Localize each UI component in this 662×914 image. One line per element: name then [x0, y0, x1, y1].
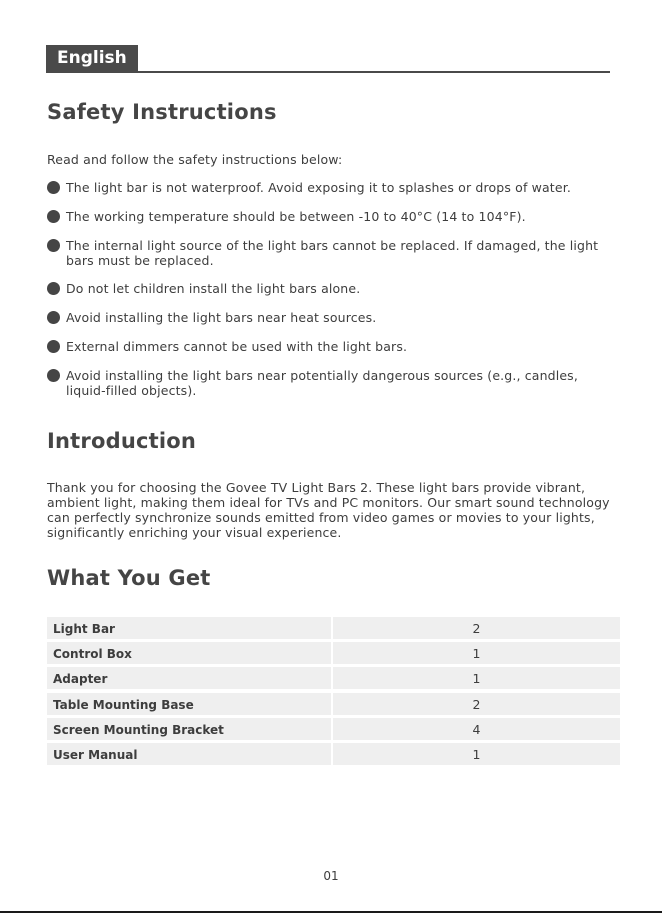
header-rule	[46, 71, 610, 73]
list-item: The working temperature should be between -10 to 40°C (14 to 104°F).	[47, 209, 617, 224]
table-row	[47, 693, 620, 715]
item-name: User Manual	[47, 743, 331, 765]
item-name: Screen Mounting Bracket	[47, 718, 331, 740]
contents-heading: What You Get	[47, 566, 211, 590]
safety-intro: Read and follow the safety instructions below:	[47, 152, 343, 167]
table-row	[47, 642, 620, 664]
item-qty: 2	[333, 617, 620, 639]
contents-table	[47, 617, 620, 768]
language-header	[46, 45, 610, 72]
list-item: The light bar is not waterproof. Avoid exposing it to splashes or drops of water.	[47, 180, 617, 195]
safety-heading: Safety Instructions	[47, 100, 277, 124]
bullet-icon	[47, 340, 60, 353]
item-qty: 1	[333, 667, 620, 689]
item-name: Adapter	[47, 667, 331, 689]
list-item: The internal light source of the light bars cannot be replaced. If damaged, the light bars must be replaced.	[47, 238, 617, 268]
list-item: Do not let children install the light bars alone.	[47, 281, 617, 296]
bullet-icon	[47, 369, 60, 382]
list-item: External dimmers cannot be used with the light bars.	[47, 339, 617, 354]
list-item: Avoid installing the light bars near heat sources.	[47, 310, 617, 325]
bullet-icon	[47, 181, 60, 194]
table-row	[47, 718, 620, 740]
bullet-icon	[47, 311, 60, 324]
page-number: 01	[323, 869, 339, 883]
list-item: Avoid installing the light bars near potentially dangerous sources (e.g., candles, liquid-filled objects).	[47, 368, 617, 398]
bullet-icon	[47, 282, 60, 295]
item-qty: 2	[333, 693, 620, 715]
introduction-body: Thank you for choosing the Govee TV Light Bars 2. These light bars provide vibrant, ambient light, making them ideal for TVs and PC monitors. Our smart sound technology can perfectly synchronize sounds emitted from video games or movies to your lights, significantly enriching your visual experience.	[47, 480, 610, 540]
page-bottom-rule	[0, 911, 662, 913]
table-row	[47, 667, 620, 689]
item-qty: 1	[333, 743, 620, 765]
bullet-icon	[47, 239, 60, 252]
item-qty: 1	[333, 642, 620, 664]
item-name: Control Box	[47, 642, 331, 664]
language-tag: English	[46, 45, 138, 71]
table-row	[47, 617, 620, 639]
table-row	[47, 743, 620, 765]
bullet-icon	[47, 210, 60, 223]
item-qty: 4	[333, 718, 620, 740]
item-name: Table Mounting Base	[47, 693, 331, 715]
item-name: Light Bar	[47, 617, 331, 639]
introduction-heading: Introduction	[47, 429, 197, 453]
